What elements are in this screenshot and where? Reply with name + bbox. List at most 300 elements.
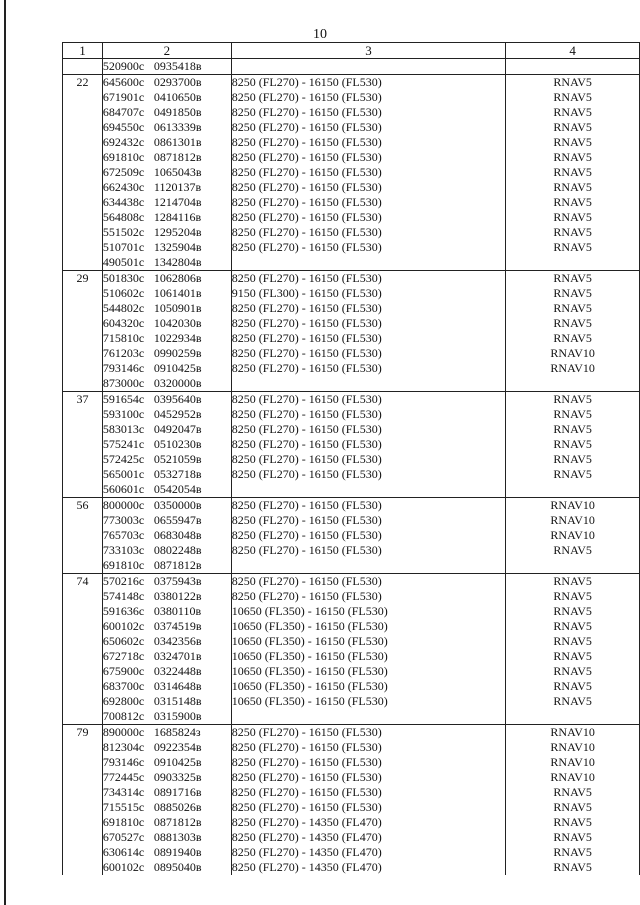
longitude-value: 0342356в bbox=[153, 634, 202, 648]
latitude-value: 733103с bbox=[102, 543, 145, 557]
longitude-value: 0320000в bbox=[153, 376, 202, 390]
latitude-value: 490501с bbox=[102, 255, 145, 269]
navigation-spec: RNAV5 bbox=[553, 694, 592, 708]
navigation-spec: RNAV5 bbox=[553, 589, 592, 603]
longitude-value: 0374519в bbox=[153, 619, 202, 633]
navigation-spec: RNAV5 bbox=[553, 452, 592, 466]
coordinate-line bbox=[103, 271, 231, 286]
navigation-spec: RNAV5 bbox=[553, 407, 592, 421]
latitude-value: 675900с bbox=[102, 664, 145, 678]
coordinate-line bbox=[103, 679, 231, 694]
group-id: 56 bbox=[76, 498, 89, 512]
latitude-value: 765703с bbox=[102, 528, 145, 542]
latitude-value: 575241с bbox=[102, 437, 145, 451]
latitude-value: 873000с bbox=[102, 376, 145, 390]
navigation-spec: RNAV5 bbox=[553, 225, 592, 239]
longitude-value: 1042030в bbox=[153, 316, 202, 330]
coordinates-cell bbox=[102, 392, 231, 498]
altitude-range: 8250 (FL270) - 16150 (FL530) bbox=[231, 271, 382, 285]
navigation-spec: RNAV5 bbox=[553, 634, 592, 648]
group-id bbox=[63, 59, 102, 74]
latitude-value: 662430с bbox=[102, 180, 145, 194]
altitude-range: 8250 (FL270) - 16150 (FL530) bbox=[231, 165, 382, 179]
latitude-value: 691810с bbox=[102, 558, 145, 572]
altitude-range: 10650 (FL350) - 16150 (FL530) bbox=[231, 634, 388, 648]
altitude-range: 8250 (FL270) - 14350 (FL470) bbox=[231, 860, 382, 874]
latitude-value: 650602с bbox=[102, 634, 145, 648]
altitude-cell bbox=[231, 725, 506, 876]
coordinate-line bbox=[103, 150, 231, 165]
latitude-value: 692800с bbox=[102, 694, 145, 708]
coordinate-line bbox=[103, 800, 231, 815]
altitude-range: 10650 (FL350) - 16150 (FL530) bbox=[231, 604, 388, 618]
navigation-spec: RNAV10 bbox=[550, 498, 595, 512]
navigation-spec: RNAV5 bbox=[553, 543, 592, 557]
altitude-range: 8250 (FL270) - 16150 (FL530) bbox=[231, 346, 382, 360]
navigation-spec: RNAV5 bbox=[553, 271, 592, 285]
longitude-value: 0935418в bbox=[153, 59, 202, 73]
navigation-spec: RNAV5 bbox=[553, 830, 592, 844]
altitude-range: 8250 (FL270) - 16150 (FL530) bbox=[231, 301, 382, 315]
longitude-value: 0903325в bbox=[153, 770, 202, 784]
latitude-value: 551502с bbox=[102, 225, 145, 239]
altitude-range: 8250 (FL270) - 16150 (FL530) bbox=[231, 452, 382, 466]
coordinate-line bbox=[103, 75, 231, 90]
altitude-range bbox=[232, 376, 506, 391]
navigation-spec bbox=[506, 482, 639, 497]
group-id: 79 bbox=[76, 725, 89, 739]
altitude-range: 8250 (FL270) - 14350 (FL470) bbox=[231, 845, 382, 859]
altitude-cell bbox=[231, 75, 506, 271]
altitude-range: 8250 (FL270) - 16150 (FL530) bbox=[231, 513, 382, 527]
altitude-range: 8250 (FL270) - 16150 (FL530) bbox=[231, 150, 382, 164]
coordinate-line bbox=[103, 452, 231, 467]
group-id-cell bbox=[63, 75, 103, 271]
longitude-value: 0350000в bbox=[153, 498, 202, 512]
navigation-spec: RNAV5 bbox=[553, 422, 592, 436]
latitude-value: 572425с bbox=[102, 452, 145, 466]
navigation-spec: RNAV10 bbox=[550, 346, 595, 360]
latitude-value: 564808с bbox=[102, 210, 145, 224]
longitude-value: 0532718в bbox=[153, 467, 202, 481]
navigation-spec bbox=[506, 376, 639, 391]
latitude-value: 700812с bbox=[102, 709, 145, 723]
latitude-value: 890000с bbox=[102, 725, 145, 739]
longitude-value: 0881303в bbox=[153, 830, 202, 844]
altitude-range: 8250 (FL270) - 16150 (FL530) bbox=[231, 467, 382, 481]
coordinate-line bbox=[103, 361, 231, 376]
altitude-range: 8250 (FL270) - 16150 (FL530) bbox=[231, 725, 382, 739]
altitude-range: 8250 (FL270) - 16150 (FL530) bbox=[231, 120, 382, 134]
latitude-value: 691810с bbox=[102, 150, 145, 164]
longitude-value: 1120137в bbox=[153, 180, 202, 194]
longitude-value: 0871812в bbox=[153, 150, 202, 164]
longitude-value: 1061401в bbox=[153, 286, 202, 300]
altitude-range: 8250 (FL270) - 16150 (FL530) bbox=[231, 331, 382, 345]
nav-spec-cell bbox=[506, 75, 640, 271]
coordinate-line bbox=[103, 392, 231, 407]
coordinate-line bbox=[103, 376, 231, 391]
latitude-value: 691810с bbox=[102, 815, 145, 829]
altitude-range: 8250 (FL270) - 16150 (FL530) bbox=[231, 392, 382, 406]
latitude-value: 604320с bbox=[102, 316, 145, 330]
navigation-spec: RNAV10 bbox=[550, 740, 595, 754]
coordinate-line bbox=[103, 422, 231, 437]
longitude-value: 0452952в bbox=[153, 407, 202, 421]
navigation-spec: RNAV5 bbox=[553, 150, 592, 164]
altitude-range: 8250 (FL270) - 16150 (FL530) bbox=[231, 543, 382, 557]
longitude-value: 0871812в bbox=[153, 558, 202, 572]
navigation-spec: RNAV5 bbox=[553, 286, 592, 300]
navigation-spec: RNAV10 bbox=[550, 725, 595, 739]
coordinate-line bbox=[103, 165, 231, 180]
altitude-range: 8250 (FL270) - 16150 (FL530) bbox=[231, 785, 382, 799]
altitude-range bbox=[232, 558, 506, 573]
altitude-range: 8250 (FL270) - 16150 (FL530) bbox=[231, 361, 382, 375]
route-group-row bbox=[63, 271, 640, 392]
coordinate-line bbox=[103, 346, 231, 361]
altitude-cell bbox=[231, 271, 506, 392]
table-header-row bbox=[63, 43, 640, 59]
coordinate-line bbox=[103, 558, 231, 573]
navigation-spec: RNAV5 bbox=[553, 331, 592, 345]
longitude-value: 0491850в bbox=[153, 105, 202, 119]
altitude-range bbox=[232, 255, 506, 270]
coordinate-line bbox=[103, 815, 231, 830]
coordinate-line bbox=[103, 331, 231, 346]
latitude-value: 684707с bbox=[102, 105, 145, 119]
longitude-value: 0395640в bbox=[153, 392, 202, 406]
coordinate-line bbox=[103, 240, 231, 255]
latitude-value: 645600с bbox=[102, 75, 145, 89]
longitude-value: 1284116в bbox=[153, 210, 202, 224]
longitude-value: 1325904в bbox=[153, 240, 202, 254]
coordinate-line bbox=[103, 59, 231, 74]
coordinate-line bbox=[103, 649, 231, 664]
coordinates-cell bbox=[102, 271, 231, 392]
latitude-value: 671901с bbox=[102, 90, 145, 104]
longitude-value: 0861301в bbox=[153, 135, 202, 149]
column-header-4: 4 bbox=[506, 43, 640, 59]
navigation-spec bbox=[506, 59, 639, 74]
group-id-cell bbox=[63, 574, 103, 725]
coordinate-line bbox=[103, 498, 231, 513]
coordinate-line bbox=[103, 589, 231, 604]
longitude-value: 0542054в bbox=[153, 482, 202, 496]
coordinates-cell bbox=[102, 498, 231, 574]
latitude-value: 812304с bbox=[102, 740, 145, 754]
group-id-cell bbox=[63, 725, 103, 876]
coordinate-line bbox=[103, 513, 231, 528]
navigation-spec: RNAV5 bbox=[553, 574, 592, 588]
route-group-row bbox=[63, 392, 640, 498]
latitude-value: 670527с bbox=[102, 830, 145, 844]
altitude-range: 10650 (FL350) - 16150 (FL530) bbox=[231, 664, 388, 678]
longitude-value: 1065043в bbox=[153, 165, 202, 179]
altitude-range: 8250 (FL270) - 16150 (FL530) bbox=[231, 210, 382, 224]
navigation-spec: RNAV5 bbox=[553, 240, 592, 254]
nav-spec-cell bbox=[506, 725, 640, 876]
latitude-value: 574148с bbox=[102, 589, 145, 603]
page-number: 10 bbox=[313, 27, 327, 42]
latitude-value: 520900с bbox=[102, 59, 145, 73]
altitude-range: 9150 (FL300) - 16150 (FL530) bbox=[231, 286, 382, 300]
longitude-value: 0375943в bbox=[153, 574, 202, 588]
altitude-range: 8250 (FL270) - 16150 (FL530) bbox=[231, 180, 382, 194]
latitude-value: 761203с bbox=[102, 346, 145, 360]
longitude-value: 0655947в bbox=[153, 513, 202, 527]
coordinate-line bbox=[103, 286, 231, 301]
longitude-value: 0510230в bbox=[153, 437, 202, 451]
navigation-spec bbox=[506, 709, 639, 724]
navigation-spec: RNAV5 bbox=[553, 180, 592, 194]
longitude-value: 0293700в bbox=[153, 75, 202, 89]
altitude-range: 8250 (FL270) - 14350 (FL470) bbox=[231, 815, 382, 829]
altitude-range: 8250 (FL270) - 16150 (FL530) bbox=[231, 770, 382, 784]
nav-spec-cell bbox=[506, 498, 640, 574]
navigation-spec: RNAV10 bbox=[550, 361, 595, 375]
coordinate-line bbox=[103, 90, 231, 105]
route-group-row bbox=[63, 725, 640, 876]
latitude-value: 544802с bbox=[102, 301, 145, 315]
longitude-value: 0885026в bbox=[153, 800, 202, 814]
coordinate-line bbox=[103, 860, 231, 875]
group-id: 37 bbox=[76, 392, 89, 406]
coordinate-line bbox=[103, 634, 231, 649]
navigation-spec: RNAV5 bbox=[553, 105, 592, 119]
coordinate-line bbox=[103, 195, 231, 210]
latitude-value: 734314с bbox=[102, 785, 145, 799]
navigation-spec: RNAV5 bbox=[553, 649, 592, 663]
longitude-value: 0910425в bbox=[153, 755, 202, 769]
altitude-range: 10650 (FL350) - 16150 (FL530) bbox=[231, 619, 388, 633]
longitude-value: 0891716в bbox=[153, 785, 202, 799]
longitude-value: 0410650в bbox=[153, 90, 202, 104]
navigation-spec bbox=[506, 558, 639, 573]
longitude-value: 1295204в bbox=[153, 225, 202, 239]
latitude-value: 772445с bbox=[102, 770, 145, 784]
navigation-spec: RNAV5 bbox=[553, 210, 592, 224]
altitude-range: 10650 (FL350) - 16150 (FL530) bbox=[231, 679, 388, 693]
coordinate-line bbox=[103, 437, 231, 452]
coordinate-line bbox=[103, 225, 231, 240]
coordinate-line bbox=[103, 135, 231, 150]
coordinate-line bbox=[103, 120, 231, 135]
latitude-value: 630614с bbox=[102, 845, 145, 859]
navigation-spec: RNAV5 bbox=[553, 604, 592, 618]
navigation-spec: RNAV5 bbox=[553, 316, 592, 330]
coordinate-line bbox=[103, 482, 231, 497]
coordinate-line bbox=[103, 210, 231, 225]
coordinates-cell bbox=[102, 574, 231, 725]
coordinate-line bbox=[103, 725, 231, 740]
navigation-spec: RNAV5 bbox=[553, 679, 592, 693]
longitude-value: 1214704в bbox=[153, 195, 202, 209]
navigation-spec: RNAV5 bbox=[553, 619, 592, 633]
navigation-spec: RNAV5 bbox=[553, 90, 592, 104]
nav-spec-cell bbox=[506, 392, 640, 498]
longitude-value: 1342804в bbox=[153, 255, 202, 269]
coordinate-line bbox=[103, 255, 231, 270]
coordinate-line bbox=[103, 830, 231, 845]
navigation-spec: RNAV10 bbox=[550, 770, 595, 784]
group-id-cell bbox=[63, 59, 103, 75]
navigation-spec: RNAV5 bbox=[553, 815, 592, 829]
latitude-value: 773003с bbox=[102, 513, 145, 527]
coordinates-cell bbox=[102, 59, 231, 75]
navigation-spec: RNAV5 bbox=[553, 845, 592, 859]
navigation-spec: RNAV5 bbox=[553, 135, 592, 149]
longitude-value: 0380110в bbox=[153, 604, 202, 618]
group-id-cell bbox=[63, 498, 103, 574]
altitude-range: 8250 (FL270) - 16150 (FL530) bbox=[231, 105, 382, 119]
coordinate-line bbox=[103, 785, 231, 800]
altitude-range: 8250 (FL270) - 16150 (FL530) bbox=[231, 800, 382, 814]
navigation-spec: RNAV10 bbox=[550, 528, 595, 542]
altitude-range: 8250 (FL270) - 16150 (FL530) bbox=[231, 498, 382, 512]
longitude-value: 1050901в bbox=[153, 301, 202, 315]
navigation-spec: RNAV5 bbox=[553, 467, 592, 481]
coordinate-line bbox=[103, 709, 231, 724]
altitude-range bbox=[232, 59, 506, 74]
latitude-value: 672509с bbox=[102, 165, 145, 179]
navigation-spec bbox=[506, 255, 639, 270]
route-group-row bbox=[63, 574, 640, 725]
coordinate-line bbox=[103, 301, 231, 316]
latitude-value: 593100с bbox=[102, 407, 145, 421]
longitude-value: 0322448в bbox=[153, 664, 202, 678]
latitude-value: 715515с bbox=[102, 800, 145, 814]
longitude-value: 0990259в bbox=[153, 346, 202, 360]
longitude-value: 0802248в bbox=[153, 543, 202, 557]
altitude-range: 8250 (FL270) - 16150 (FL530) bbox=[231, 574, 382, 588]
latitude-value: 600102с bbox=[102, 860, 145, 874]
latitude-value: 634438с bbox=[102, 195, 145, 209]
longitude-value: 0895040в bbox=[153, 860, 202, 874]
coordinate-line bbox=[103, 694, 231, 709]
latitude-value: 560601с bbox=[102, 482, 145, 496]
altitude-cell bbox=[231, 498, 506, 574]
coordinate-line bbox=[103, 467, 231, 482]
altitude-range: 8250 (FL270) - 16150 (FL530) bbox=[231, 195, 382, 209]
longitude-value: 0871812в bbox=[153, 815, 202, 829]
longitude-value: 1062806в bbox=[153, 271, 202, 285]
longitude-value: 0683048в bbox=[153, 528, 202, 542]
coordinates-cell bbox=[102, 75, 231, 271]
altitude-range: 8250 (FL270) - 16150 (FL530) bbox=[231, 437, 382, 451]
latitude-value: 692432с bbox=[102, 135, 145, 149]
navigation-spec: RNAV10 bbox=[550, 755, 595, 769]
latitude-value: 793146с bbox=[102, 755, 145, 769]
altitude-range: 8250 (FL270) - 16150 (FL530) bbox=[231, 225, 382, 239]
nav-spec-cell bbox=[506, 59, 640, 75]
latitude-value: 793146с bbox=[102, 361, 145, 375]
latitude-value: 683700с bbox=[102, 679, 145, 693]
altitude-range: 8250 (FL270) - 16150 (FL530) bbox=[231, 316, 382, 330]
longitude-value: 0613339в bbox=[153, 120, 202, 134]
latitude-value: 800000с bbox=[102, 498, 145, 512]
route-group-row bbox=[63, 75, 640, 271]
altitude-range: 8250 (FL270) - 16150 (FL530) bbox=[231, 407, 382, 421]
navigation-spec: RNAV5 bbox=[553, 785, 592, 799]
altitude-range: 8250 (FL270) - 16150 (FL530) bbox=[231, 422, 382, 436]
longitude-value: 0922354в bbox=[153, 740, 202, 754]
coordinate-line bbox=[103, 755, 231, 770]
navigation-spec: RNAV5 bbox=[553, 165, 592, 179]
altitude-range: 8250 (FL270) - 14350 (FL470) bbox=[231, 830, 382, 844]
coordinate-line bbox=[103, 604, 231, 619]
coordinate-line bbox=[103, 574, 231, 589]
altitude-cell bbox=[231, 392, 506, 498]
nav-spec-cell bbox=[506, 574, 640, 725]
longitude-value: 0521059в bbox=[153, 452, 202, 466]
altitude-range bbox=[232, 709, 506, 724]
altitude-range: 8250 (FL270) - 16150 (FL530) bbox=[231, 528, 382, 542]
coordinate-line bbox=[103, 407, 231, 422]
longitude-value: 0315900в bbox=[153, 709, 202, 723]
navigation-spec: RNAV5 bbox=[553, 301, 592, 315]
latitude-value: 694550с bbox=[102, 120, 145, 134]
longitude-value: 1022934в bbox=[153, 331, 202, 345]
latitude-value: 715810с bbox=[102, 331, 145, 345]
coordinate-line bbox=[103, 845, 231, 860]
navigation-spec: RNAV5 bbox=[553, 664, 592, 678]
coordinate-line bbox=[103, 180, 231, 195]
latitude-value: 583013с bbox=[102, 422, 145, 436]
navigation-spec: RNAV5 bbox=[553, 437, 592, 451]
latitude-value: 591636с bbox=[102, 604, 145, 618]
page-left-border bbox=[4, 0, 6, 905]
altitude-range: 8250 (FL270) - 16150 (FL530) bbox=[231, 589, 382, 603]
navigation-spec: RNAV5 bbox=[553, 195, 592, 209]
altitude-range: 8250 (FL270) - 16150 (FL530) bbox=[231, 135, 382, 149]
altitude-cell bbox=[231, 574, 506, 725]
latitude-value: 600102с bbox=[102, 619, 145, 633]
altitude-range: 8250 (FL270) - 16150 (FL530) bbox=[231, 240, 382, 254]
navigation-spec: RNAV5 bbox=[553, 860, 592, 874]
route-table bbox=[62, 42, 640, 875]
group-id-cell bbox=[63, 271, 103, 392]
column-header-3: 3 bbox=[231, 43, 506, 59]
navigation-spec: RNAV5 bbox=[553, 75, 592, 89]
coordinates-cell bbox=[102, 725, 231, 876]
longitude-value: 0314648в bbox=[153, 679, 202, 693]
navigation-spec: RNAV5 bbox=[553, 392, 592, 406]
navigation-spec: RNAV10 bbox=[550, 513, 595, 527]
group-id: 29 bbox=[76, 271, 89, 285]
altitude-range: 10650 (FL350) - 16150 (FL530) bbox=[231, 694, 388, 708]
latitude-value: 565001с bbox=[102, 467, 145, 481]
longitude-value: 0324701в bbox=[153, 649, 202, 663]
coordinate-line bbox=[103, 740, 231, 755]
nav-spec-cell bbox=[506, 271, 640, 392]
altitude-range: 10650 (FL350) - 16150 (FL530) bbox=[231, 649, 388, 663]
latitude-value: 510701с bbox=[102, 240, 145, 254]
group-id: 74 bbox=[76, 574, 89, 588]
latitude-value: 591654с bbox=[102, 392, 145, 406]
altitude-range: 8250 (FL270) - 16150 (FL530) bbox=[231, 740, 382, 754]
altitude-range: 8250 (FL270) - 16150 (FL530) bbox=[231, 90, 382, 104]
altitude-cell bbox=[231, 59, 506, 75]
longitude-value: 0891940в bbox=[153, 845, 202, 859]
coordinate-line bbox=[103, 528, 231, 543]
latitude-value: 510602с bbox=[102, 286, 145, 300]
navigation-spec: RNAV5 bbox=[553, 120, 592, 134]
longitude-value: 0315148в bbox=[153, 694, 202, 708]
group-id: 22 bbox=[76, 75, 89, 89]
longitude-value: 1685824з bbox=[153, 725, 201, 739]
latitude-value: 672718с bbox=[102, 649, 145, 663]
